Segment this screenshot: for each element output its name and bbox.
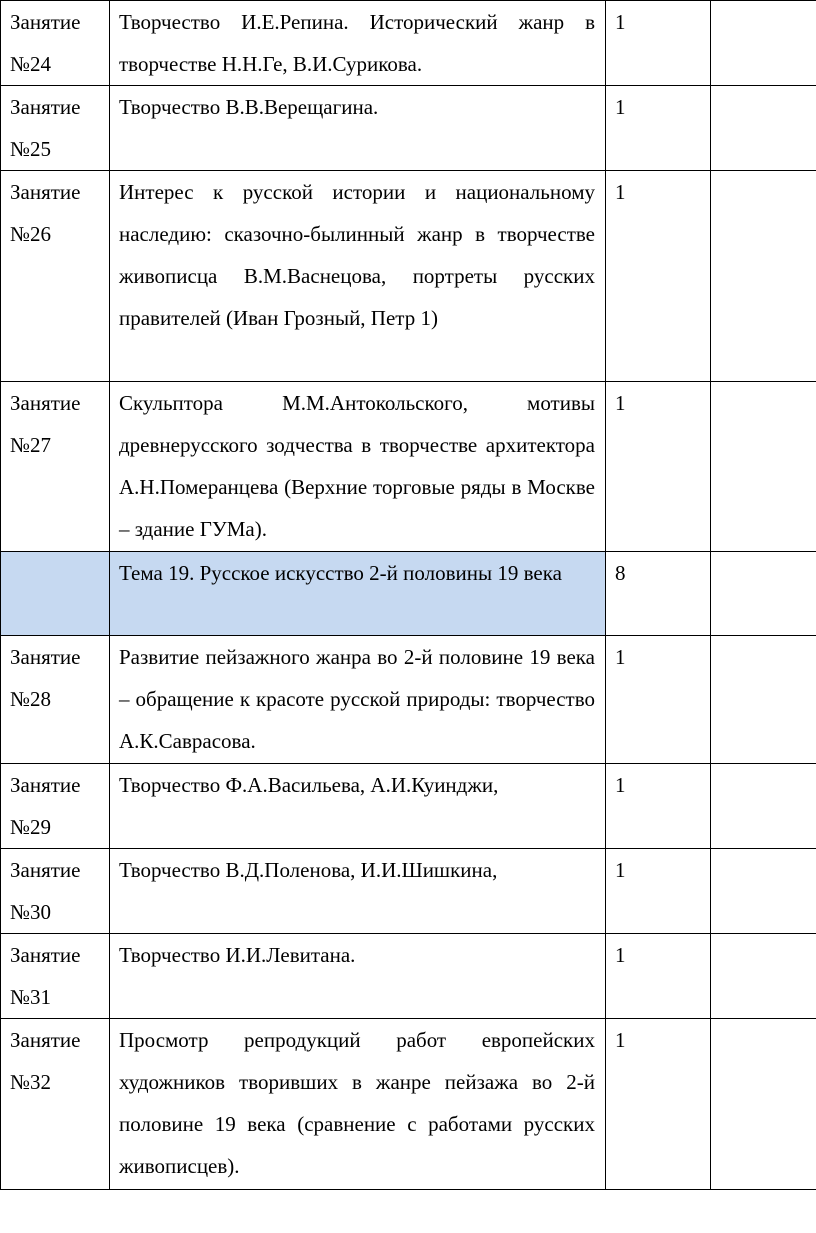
lesson-number: №28 [10,687,52,711]
lesson-extra-cell [711,934,816,1019]
lesson-number: №26 [10,222,52,246]
lesson-label: Занятие [10,95,81,119]
lesson-number-cell [1,849,110,934]
table-row [1,171,816,382]
lesson-number-cell [1,382,110,552]
lesson-number: №29 [10,815,52,839]
lesson-number-cell [1,934,110,1019]
lesson-title: Скульптора М.М.Антокольского, мотивы древнерусского зодчества в творчестве архитектора А.Н.Померанцева (Верхние торговые ряды в Москве – здание ГУМа). [110,382,606,552]
table-row [1,1,816,86]
lesson-title: Творчество Ф.А.Васильева, А.И.Куинджи, [110,764,606,849]
lesson-number: №27 [10,433,52,457]
lesson-title: Творчество В.В.Верещагина. [110,86,606,171]
lesson-hours: 1 [606,86,711,171]
lesson-hours: 1 [606,636,711,764]
lesson-hours: 1 [606,382,711,552]
lesson-number: №24 [10,52,52,76]
table-row [1,86,816,171]
lesson-number: №25 [10,137,52,161]
topic-hours: 8 [606,552,711,636]
lesson-number-cell [1,636,110,764]
lesson-label: Занятие [10,773,81,797]
table-row [1,636,816,764]
table-row [1,382,816,552]
lesson-number-cell [1,86,110,171]
lesson-hours: 1 [606,849,711,934]
lesson-hours: 1 [606,934,711,1019]
lesson-extra-cell [711,1,816,86]
lesson-number: №30 [10,900,52,924]
table-row [1,934,816,1019]
lesson-extra-cell [711,764,816,849]
lesson-title: Творчество И.И.Левитана. [110,934,606,1019]
table-row [1,1019,816,1190]
lesson-number-cell [1,1019,110,1190]
lesson-extra-cell [711,86,816,171]
lesson-label: Занятие [10,1028,81,1052]
lesson-number: №31 [10,985,52,1009]
table-row [1,849,816,934]
lesson-label: Занятие [10,180,81,204]
topic-number-cell [1,552,110,636]
lesson-title: Интерес к русской истории и национальному наследию: сказочно-былинный жанр в творчестве живописца В.М.Васнецова, портреты русских правителей (Иван Грозный, Петр 1) [110,171,606,382]
lesson-title: Просмотр репродукций работ европейских художников творивших в жанре пейзажа во 2-й половине 19 века (сравнение с работами русских живописцев). [110,1019,606,1190]
table-row [1,764,816,849]
lesson-hours: 1 [606,1019,711,1190]
lesson-label: Занятие [10,10,81,34]
lesson-extra-cell [711,382,816,552]
lesson-label: Занятие [10,645,81,669]
lesson-number-cell [1,171,110,382]
lesson-hours: 1 [606,764,711,849]
lesson-number-cell [1,1,110,86]
lesson-label: Занятие [10,943,81,967]
lesson-label: Занятие [10,858,81,882]
lesson-title: Творчество В.Д.Поленова, И.И.Шишкина, [110,849,606,934]
topic-title: Тема 19. Русское искусство 2-й половины 19 века [110,552,606,636]
topic-extra-cell [711,552,816,636]
lesson-extra-cell [711,1019,816,1190]
lesson-label: Занятие [10,391,81,415]
lesson-title: Творчество И.Е.Репина. Исторический жанр в творчестве Н.Н.Ге, В.И.Сурикова. [110,1,606,86]
lesson-hours: 1 [606,171,711,382]
lesson-hours: 1 [606,1,711,86]
lesson-title: Развитие пейзажного жанра во 2-й половине 19 века – обращение к красоте русской природы: творчество А.К.Саврасова. [110,636,606,764]
lesson-extra-cell [711,636,816,764]
lesson-number: №32 [10,1070,52,1094]
lesson-number-cell [1,764,110,849]
lesson-extra-cell [711,849,816,934]
lesson-extra-cell [711,171,816,382]
topic-row [1,552,816,636]
lesson-plan-body [1,1,816,1190]
